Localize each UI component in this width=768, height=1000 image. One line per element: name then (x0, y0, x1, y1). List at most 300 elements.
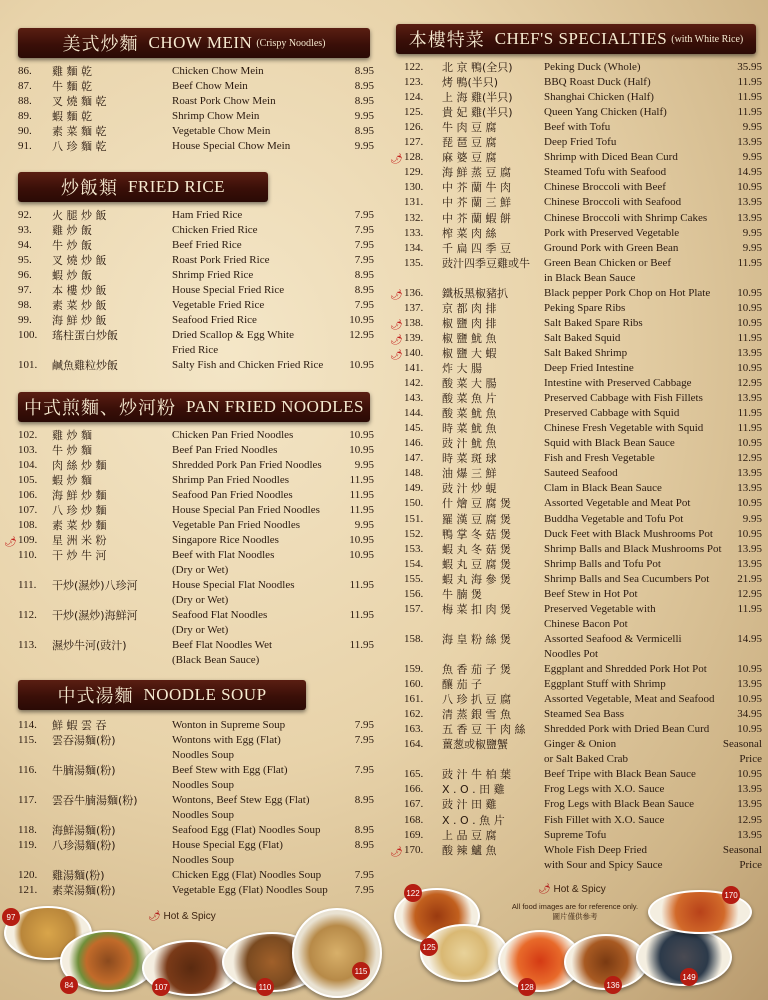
item-name-en: House Special Chow Mein (172, 140, 291, 152)
item-number: 132. (404, 211, 424, 224)
item-name-zh: 豉汁四季豆雞或牛 (442, 256, 530, 270)
item-name-zh: 北 京 鴨(全只) (442, 61, 513, 74)
item-price: 13.95 (737, 211, 762, 224)
item-price: 7.95 (354, 869, 374, 881)
item-number: 118. (18, 824, 37, 836)
item-price: 13.95 (737, 798, 762, 811)
item-name-en: Sauteed Seafood (544, 467, 618, 480)
item-name-en: Beef Pan Fried Noodles (172, 444, 278, 456)
chili-pepper-icon: 🌶 (390, 349, 403, 361)
item-number: 113. (18, 639, 37, 651)
item-number: 120. (18, 869, 38, 881)
item-name-en: Vegetable Chow Mein (172, 125, 271, 137)
item-price: 11.95 (349, 609, 374, 621)
section-banner (18, 172, 268, 202)
item-number: 108. (18, 519, 38, 531)
item-number: 143. (404, 392, 424, 405)
item-price: 8.95 (354, 80, 374, 92)
item-name-en: Chicken Chow Mein (172, 65, 264, 77)
item-number: 96. (18, 269, 32, 281)
chili-pepper-icon: 🌶 (538, 884, 551, 895)
item-number: 127. (404, 136, 424, 149)
section-banner (396, 24, 756, 54)
item-name-zh: 琵 琶 豆 腐 (442, 136, 497, 150)
item-name-en: Intestine with Preserved Cabbage (544, 377, 692, 390)
item-number: 141. (404, 362, 424, 374)
item-number: 139. (404, 331, 424, 344)
hot-spicy-label: Hot & Spicy (553, 884, 606, 895)
item-name-en: Ground Pork with Green Bean (544, 241, 679, 254)
item-price: 12.95 (737, 587, 762, 600)
item-number: 94. (18, 239, 32, 251)
item-name-en: BBQ Roast Duck (Half) (544, 76, 651, 89)
item-price: 13.95 (737, 467, 762, 480)
item-price: 12.95 (349, 329, 374, 341)
item-number: 133. (404, 226, 424, 239)
item-name-zh: 豉 汁 炒 蜆 (442, 482, 497, 496)
item-price: 11.95 (737, 407, 762, 420)
item-name-en: Beef Stew in Hot Pot (544, 587, 638, 600)
item-number: 169. (404, 828, 424, 841)
item-price: 11.95 (737, 331, 762, 344)
item-name-en: Chinese Broccoli with Shrimp Cakes (544, 211, 708, 224)
item-price: 7.95 (354, 209, 374, 221)
item-name-zh: 豉 汁 牛 柏 葉 (442, 768, 511, 782)
item-number: 88. (18, 95, 32, 107)
item-name-zh: 炸 大 腸 (442, 362, 482, 375)
item-price: 13.95 (737, 783, 762, 796)
item-name-zh: 叉 燒 炒 飯 (52, 254, 107, 267)
item-number: 123. (404, 76, 424, 89)
section-banner (18, 392, 370, 422)
item-number: 119. (18, 839, 37, 851)
item-name-en: Roast Pork Chow Mein (172, 95, 276, 107)
item-name-en: Assorted Vegetable and Meat Pot (544, 497, 691, 510)
item-name-zh: 梅 菜 扣 肉 煲 (442, 602, 511, 616)
item-number: 104. (18, 459, 38, 471)
item-name-en: Wonton in Supreme Soup (172, 719, 286, 731)
item-name-en: Whole Fish Deep Fried (544, 843, 647, 856)
item-name-en-line2: with Sour and Spicy Sauce (544, 858, 663, 871)
item-name-zh: 干 炒 牛 河 (52, 549, 107, 562)
item-name-zh: 時 菜 斑 球 (442, 452, 497, 466)
item-price: 8.95 (354, 65, 374, 77)
item-price: 13.95 (737, 136, 762, 149)
item-price: 13.95 (737, 557, 762, 570)
item-number: 163. (404, 723, 424, 736)
item-number: 111. (18, 579, 37, 591)
item-number: 86. (18, 65, 32, 77)
item-name-zh: 素菜湯麵(粉) (52, 884, 116, 897)
item-price: Seasonal Price (722, 738, 762, 766)
item-number: 155. (404, 572, 424, 585)
item-name-zh: X . O . 魚 片 (442, 813, 505, 827)
item-number: 148. (404, 467, 424, 480)
item-number: 134. (404, 241, 424, 254)
item-name-zh: 五 香 豆 干 肉 絲 (442, 723, 526, 737)
item-price: 12.95 (737, 377, 762, 390)
section-title-zh: 炒飯類 (60, 178, 118, 198)
item-number: 161. (404, 693, 424, 706)
item-number: 110. (18, 549, 37, 561)
item-name-en: Beef with Flat Noodles (172, 549, 275, 561)
item-price: 11.95 (349, 504, 374, 516)
item-price: 7.95 (354, 764, 374, 776)
item-name-en: Supreme Tofu (544, 828, 607, 841)
item-price: 10.95 (737, 316, 762, 329)
item-name-en: Seafood Egg (Flat) Noodles Soup (172, 824, 321, 836)
item-price: Seasonal Price (722, 843, 762, 871)
item-name-en: Shrimp Balls and Tofu Pot (544, 557, 661, 570)
item-price: 10.95 (349, 549, 374, 561)
food-photo-strip (0, 880, 768, 1000)
item-number: 129. (404, 166, 424, 179)
item-price: 13.95 (737, 482, 762, 495)
item-number: 117. (18, 794, 37, 806)
item-number: 151. (404, 512, 424, 525)
item-price: 10.95 (737, 362, 762, 374)
item-name-zh: 海 鮮 炒 麵 (52, 489, 107, 502)
item-name-en: Vegetable Egg (Flat) Noodles Soup (172, 884, 328, 896)
item-number: 150. (404, 497, 424, 510)
item-number: 105. (18, 474, 38, 486)
item-number: 138. (404, 316, 424, 329)
item-number: 92. (18, 209, 32, 221)
item-name-en: Beef Flat Noodles Wet (172, 639, 273, 651)
item-name-zh: 蝦 丸 冬 菇 煲 (442, 542, 511, 556)
item-name-zh: 蝦 丸 豆 腐 煲 (442, 557, 511, 571)
item-name-zh: 蝦 炒 麵 (52, 474, 92, 487)
item-price: 8.95 (354, 95, 374, 107)
item-name-zh: 牛 腩 煲 (442, 587, 482, 601)
item-name-zh: 素 菜 炒 飯 (52, 299, 107, 312)
item-name-zh: 中 芥 蘭 蝦 餅 (442, 211, 511, 225)
item-number: 137. (404, 301, 424, 314)
item-price: 8.95 (354, 284, 374, 296)
item-name-en: Ginger & Onion (544, 738, 617, 751)
item-name-en-line2: or Salt Baked Crab (544, 753, 629, 766)
item-number: 91. (18, 140, 32, 152)
photo-noodle-soup (292, 908, 382, 998)
item-number: 165. (404, 768, 424, 781)
item-name-en: Preserved Cabbage with Squid (544, 407, 680, 420)
section-title-en: CHOW MEIN (148, 33, 253, 52)
item-number: 89. (18, 110, 32, 122)
item-number: 135. (404, 256, 424, 269)
item-price: 9.95 (742, 226, 762, 239)
item-number: 126. (404, 121, 424, 134)
item-name-en: Beef with Tofu (544, 121, 611, 134)
item-name-en: Steamed Tofu with Seafood (544, 166, 667, 179)
photo-tag: 170 (722, 886, 740, 904)
item-price: 12.95 (737, 452, 762, 465)
item-name-zh: 素 菜 麵 乾 (52, 125, 107, 138)
item-price: 11.95 (349, 639, 374, 651)
item-number: 121. (18, 884, 38, 896)
item-number: 147. (404, 452, 424, 465)
item-name-en-line2: Fried Rice (172, 344, 219, 356)
item-price: 10.95 (737, 527, 762, 540)
item-name-en: Chinese Broccoli with Beef (544, 181, 666, 194)
item-number: 97. (18, 284, 32, 296)
item-price: 10.95 (349, 314, 374, 326)
item-name-en: Shrimp with Diced Bean Curd (544, 151, 678, 164)
item-number: 128. (404, 151, 424, 164)
item-number: 142. (404, 377, 424, 390)
item-name-en-line2: (Dry or Wet) (172, 624, 229, 636)
item-name-en: Peking Spare Ribs (544, 301, 626, 314)
item-name-en: House Special Pan Fried Noodles (172, 504, 320, 516)
item-name-zh: 海 鮮 蒸 豆 腐 (442, 166, 511, 180)
item-number: 102. (18, 429, 38, 441)
section-subtitle: (Crispy Noodles) (256, 37, 326, 49)
item-name-en: Salt Baked Shrimp (544, 346, 628, 359)
item-price: 12.95 (737, 813, 762, 826)
item-price: 7.95 (354, 734, 374, 746)
item-name-en: Chicken Pan Fried Noodles (172, 429, 294, 441)
item-name-en: Deep Fried Intestine (544, 362, 634, 374)
item-number: 167. (404, 798, 424, 811)
item-name-zh: 叉 燒 麵 乾 (52, 95, 107, 108)
item-name-en: House Special Flat Noodles (172, 579, 295, 591)
item-price: 10.95 (349, 534, 374, 546)
item-price: 10.95 (737, 301, 762, 314)
item-number: 130. (404, 181, 424, 194)
item-number: 122. (404, 61, 424, 73)
item-name-en: Black pepper Pork Chop on Hot Plate (544, 286, 711, 299)
chili-pepper-icon: 🌶 (390, 319, 403, 331)
item-name-en: House Special Fried Rice (172, 284, 285, 296)
item-price: 7.95 (354, 719, 374, 731)
item-name-zh: 雲吞湯麵(粉) (52, 734, 116, 747)
item-name-zh: X . O . 田 雞 (442, 783, 505, 797)
item-name-zh: 中 芥 蘭 三 鮮 (442, 196, 511, 210)
item-price: 9.95 (354, 110, 374, 122)
chili-pepper-icon: 🌶 (148, 911, 161, 922)
item-price: 7.95 (354, 239, 374, 251)
section-subtitle: (with White Rice) (671, 33, 744, 45)
item-name-zh: 上 品 豆 腐 (442, 828, 497, 842)
item-name-zh: 牛 麵 乾 (52, 80, 92, 93)
photo-tag: 84 (60, 976, 78, 994)
item-name-en-line2: Noodles Pot (544, 647, 599, 660)
item-name-en: Deep Fried Tofu (544, 136, 617, 149)
photo-tag: 149 (680, 968, 698, 986)
item-name-zh: 酸 菜 魚 片 (442, 392, 497, 406)
item-name-zh: 烤 鴨(半只) (442, 76, 499, 90)
item-name-zh: 京 都 肉 排 (442, 301, 497, 315)
item-price: 9.95 (354, 140, 374, 152)
item-name-en: Queen Yang Chicken (Half) (544, 106, 667, 119)
item-name-en: Ham Fried Rice (172, 209, 243, 221)
item-price: 11.95 (737, 422, 762, 435)
section-title-zh: 本樓特菜 (408, 30, 485, 50)
item-name-en: Duck Feet with Black Mushrooms Pot (544, 527, 713, 540)
item-price: 10.95 (737, 181, 762, 194)
item-number: 168. (404, 813, 424, 826)
item-name-zh: 八 珍 扒 豆 腐 (442, 693, 511, 707)
item-name-zh: 雞湯麵(粉) (52, 869, 105, 882)
hot-spicy-legend (148, 911, 216, 922)
item-price: 8.95 (354, 839, 374, 851)
section-title-zh: 美式炒麵 (62, 34, 139, 54)
item-price: 11.95 (349, 579, 374, 591)
item-name-zh: 時 菜 魷 魚 (442, 422, 497, 436)
photo-tag: 115 (352, 962, 370, 980)
item-name-en: Shanghai Chicken (Half) (544, 91, 654, 104)
item-name-en: Vegetable Pan Fried Noodles (172, 519, 300, 531)
item-price: 34.95 (737, 708, 762, 721)
item-number: 115. (18, 734, 37, 746)
item-name-zh: 雞 炒 麵 (52, 429, 92, 442)
item-name-zh: 鮮 蝦 雲 吞 (52, 719, 107, 732)
item-price: 10.95 (737, 497, 762, 510)
item-name-zh: 雞 麵 乾 (52, 65, 92, 78)
item-name-en-line2: Noodles Soup (172, 749, 235, 761)
item-number: 156. (404, 587, 424, 600)
item-name-zh: 中 芥 蘭 牛 肉 (442, 181, 511, 195)
item-price: 8.95 (354, 125, 374, 137)
item-number: 99. (18, 314, 32, 326)
item-price: 9.95 (354, 519, 374, 531)
item-number: 101. (18, 359, 38, 371)
item-price: 13.95 (737, 196, 762, 209)
item-number: 114. (18, 719, 37, 731)
item-name-zh: 海鮮湯麵(粉) (52, 824, 116, 837)
item-name-en: Beef Fried Rice (172, 239, 242, 251)
section-title-en: PAN FRIED NOODLES (186, 397, 364, 416)
section-title-en: FRIED RICE (127, 177, 226, 196)
item-price: 11.95 (737, 76, 762, 89)
item-price: 8.95 (354, 824, 374, 836)
image-disclaimer (500, 902, 650, 922)
item-name-zh: 雞 炒 飯 (52, 224, 92, 237)
item-name-zh: 千 扁 四 季 豆 (442, 241, 511, 255)
item-price: 10.95 (737, 693, 762, 706)
item-name-zh: 油 爆 三 鮮 (442, 467, 497, 481)
item-number: 154. (404, 557, 424, 570)
item-name-zh: 八珍湯麵(粉) (52, 839, 116, 852)
item-number: 93. (18, 224, 32, 236)
item-number: 90. (18, 125, 32, 137)
item-price: 14.95 (737, 166, 762, 179)
item-name-zh: 牛 炒 飯 (52, 239, 92, 252)
chili-pepper-icon: 🌶 (390, 154, 403, 166)
item-name-zh: 星 洲 米 粉 (52, 534, 107, 547)
section-title-en: NOODLE SOUP (143, 685, 267, 704)
item-name-en: Frog Legs with Black Bean Sauce (544, 798, 694, 811)
photo-tag: 107 (152, 978, 170, 996)
item-price: 8.95 (354, 269, 374, 281)
item-name-zh: 八 珍 麵 乾 (52, 140, 107, 153)
item-number: 153. (404, 542, 424, 555)
item-name-zh: 上 海 雞(半只) (442, 91, 513, 105)
item-price: 11.95 (737, 106, 762, 119)
item-number: 124. (404, 91, 424, 104)
item-name-zh: 椒 鹽 大 蝦 (442, 346, 497, 360)
item-name-en: Clam in Black Bean Sauce (544, 482, 662, 495)
item-price: 10.95 (737, 768, 762, 781)
item-name-zh: 瑤柱蛋白炒飯 (52, 329, 118, 342)
item-number: 170. (404, 843, 424, 856)
item-name-en: Beef Chow Mein (172, 80, 248, 92)
item-name-zh: 釀 茄 子 (442, 678, 482, 692)
item-name-en: Seafood Pan Fried Noodles (172, 489, 293, 501)
item-name-zh: 牛 炒 麵 (52, 444, 92, 457)
item-price: 11.95 (349, 474, 374, 486)
item-name-zh: 蝦 丸 海 參 煲 (442, 572, 511, 586)
item-price: 13.95 (737, 392, 762, 405)
item-price: 9.95 (742, 121, 762, 134)
item-name-en: Preserved Cabbage with Fish Fillets (544, 392, 703, 405)
item-price: 13.95 (737, 542, 762, 555)
item-name-zh: 羅 漢 豆 腐 煲 (442, 512, 511, 526)
item-name-zh: 蝦 麵 乾 (52, 110, 92, 123)
item-name-zh: 海 皇 粉 絲 煲 (442, 632, 511, 646)
item-price: 13.95 (737, 346, 762, 359)
item-name-zh: 雲吞牛腩湯麵(粉) (52, 794, 138, 807)
item-name-en: Shrimp Fried Rice (172, 269, 254, 281)
item-price: 9.95 (742, 512, 762, 525)
item-name-zh: 豉 汁 田 雞 (442, 798, 497, 812)
item-number: 152. (404, 527, 424, 540)
item-price: 10.95 (737, 663, 762, 675)
item-name-en: Preserved Vegetable with (544, 602, 656, 615)
item-number: 164. (404, 738, 424, 751)
item-number: 162. (404, 708, 424, 721)
section-title-zh: 中式煎麵、炒河粉 (24, 398, 177, 418)
item-name-zh: 酸 菜 魷 魚 (442, 407, 497, 421)
item-number: 98. (18, 299, 32, 311)
item-name-en-line2: Noodles Soup (172, 809, 235, 821)
item-name-en: Dried Scallop & Egg White (172, 329, 294, 341)
chili-pepper-icon: 🌶 (390, 289, 403, 301)
item-price: 10.95 (737, 286, 762, 299)
item-name-en-line2: (Dry or Wet) (172, 564, 229, 576)
item-name-en-line2: Noodles Soup (172, 779, 235, 791)
photo-tag: 122 (404, 884, 422, 902)
item-name-zh: 肉 絲 炒 麵 (52, 459, 107, 472)
chili-pepper-icon: 🌶 (390, 334, 403, 346)
item-name-zh: 什 燴 豆 腐 煲 (442, 497, 511, 511)
photo-tag: 128 (518, 978, 536, 996)
item-name-en: House Special Egg (Flat) (172, 839, 283, 851)
photo-tag: 97 (2, 908, 20, 926)
item-price: 13.95 (737, 678, 762, 691)
item-number: 158. (404, 632, 424, 645)
item-price: 11.95 (737, 256, 762, 269)
item-name-en: Vegetable Fried Rice (172, 299, 265, 311)
item-number: 136. (404, 286, 424, 299)
item-name-en: Salty Fish and Chicken Fried Rice (172, 359, 324, 371)
item-name-en: Frog Legs with X.O. Sauce (544, 783, 665, 796)
item-name-en: Shredded Pork Pan Fried Noodles (172, 459, 322, 471)
item-price: 11.95 (349, 489, 374, 501)
item-price: 10.95 (349, 444, 374, 456)
section-title-zh: 中式湯麵 (57, 686, 134, 706)
item-price: 10.95 (349, 359, 374, 371)
item-name-en: Buddha Vegetable and Tofu Pot (544, 512, 684, 525)
item-number: 144. (404, 407, 424, 420)
item-price: 21.95 (737, 572, 762, 585)
item-name-zh: 酸 菜 大 腸 (442, 377, 497, 391)
item-name-zh: 牛 肉 豆 腐 (442, 121, 497, 135)
item-name-zh: 豉 汁 魷 魚 (442, 437, 497, 451)
item-name-en: Shredded Pork with Dried Bean Curd (544, 723, 710, 736)
item-name-en: Green Bean Chicken or Beef (544, 256, 672, 269)
item-name-zh: 牛腩湯麵(粉) (52, 764, 116, 777)
item-number: 100. (18, 329, 38, 341)
